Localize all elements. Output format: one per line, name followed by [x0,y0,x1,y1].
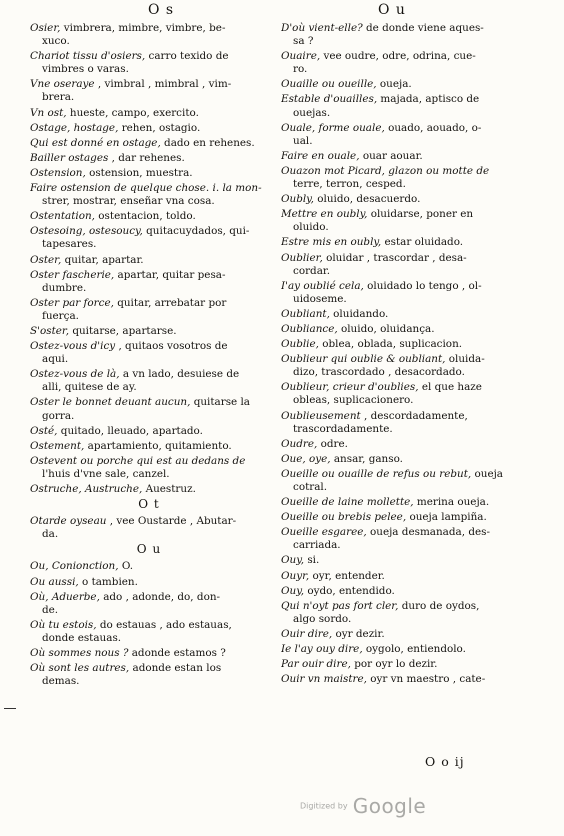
headword: Oudre, [281,437,318,450]
right-running-head: O u [378,2,406,18]
headword: Oublieusement [281,409,361,422]
left-running-head: O s [148,2,175,18]
definition: oluido, oluidança. [337,322,435,335]
definition: de donde viene aques- [362,22,484,34]
catchword: O o ij [425,754,465,769]
definition: carro texido de [145,50,229,63]
definition: oydo, entendido. [304,584,395,597]
dictionary-entry [281,673,539,686]
dictionary-entry [281,585,539,598]
definition-continuation: gorra. [42,409,75,422]
headword: Oue, oye, [281,452,331,465]
headword: Faire ostension de quelque chose. i. la mon- [30,182,262,195]
definition-continuation: ouejas. [293,106,331,119]
dictionary-entry [30,515,268,541]
headword: Chariot tissu d'osiers, [30,50,146,63]
definition: ansar, ganso. [330,452,403,465]
definition: oueja lampiña. [406,511,487,524]
headword: Oublie, [281,338,319,351]
headword: S'oster, [30,324,70,337]
definition-continuation: carriada. [293,539,341,552]
headword: Ostement, [30,439,85,452]
headword: Ou, Conionction, [30,560,119,573]
dictionary-entry [281,628,539,641]
definition: oluidarse, poner en [367,208,474,221]
definition: , vimbral , mimbral , vim- [94,78,232,91]
definition: quitar, apartar. [61,253,144,266]
definition: adonde estamos ? [128,647,226,660]
headword: Oster par force, [30,296,114,309]
headword: Estable d'ouailles, [281,93,378,106]
definition: adonde estan los [129,662,222,675]
dictionary-entry [30,396,268,422]
dictionary-entry [30,22,268,48]
headword: Ostesoing, ostesoucy, [30,225,143,238]
dictionary-entry [30,325,268,338]
headword: Ouaille ou oueille, [281,78,377,91]
headword: Mettre en oubly, [281,208,368,221]
definition: apartar, quitar pesa- [114,268,226,281]
dictionary-entry [30,182,268,208]
dictionary-entry [281,122,539,148]
headword: Oubliant, [281,307,330,320]
definition: oygolo, entiendolo. [362,643,466,656]
definition-continuation: demas. [42,675,80,688]
left-column [30,22,268,746]
definition: do estauas , ado estauas, [96,618,232,631]
headword: Faire en ouale, [281,149,360,162]
dictionary-entry [281,554,539,567]
definition: odre. [317,437,348,450]
headword: Oublieur, crieur d'oublies, [281,381,419,394]
definition: ostentacion, toldo. [95,210,196,223]
headword: Ostruche, Austruche, [30,483,143,495]
definition: a vn lado, desuiese de [119,368,240,381]
headword: Oueille de laine mollette, [281,496,414,509]
definition-continuation: strer, mostrar, enseñar vna cosa. [42,195,215,208]
dictionary-entry [30,152,268,165]
dictionary-entry [30,167,268,180]
dictionary-entry [30,122,268,135]
definition: oyr, entender. [309,569,385,582]
dictionary-entry [281,22,539,48]
dictionary-entry [281,570,539,583]
dictionary-entry [281,323,539,336]
definition-continuation: terre, terron, cesped. [293,178,406,191]
dictionary-entry [30,254,268,267]
dictionary-entry [281,381,539,407]
watermark-small-text: Digitized by [300,801,348,811]
definition: ouar aouar. [359,149,423,162]
definition: oueja desmanada, des- [366,526,490,539]
definition: apartamiento, quitamiento. [84,439,232,452]
headword: Où sommes nous ? [30,647,129,660]
headword: Oster le bonnet deuant aucun, [30,396,191,409]
definition: ado , adonde, do, don- [99,590,221,603]
headword: Qui est donné en ostage, [30,136,161,149]
dictionary-entry [30,210,268,223]
dictionary-entry [281,236,539,249]
dictionary-entry [281,410,539,436]
definition: , quitaos vosotros de [115,340,228,353]
definition-continuation: brera. [42,91,75,104]
dictionary-entry [281,496,539,509]
definition: merina oueja. [413,496,490,509]
dictionary-entry [281,165,539,191]
dictionary-entry [281,438,539,451]
headword: Par ouir dire, [281,658,351,671]
definition: el que haze [418,381,482,394]
definition-continuation: alli, quitese de ay. [42,381,137,394]
dictionary-entry [281,150,539,163]
definition: vimbrera, mimbre, vimbre, be- [60,22,226,34]
section-heading-ot: O t [138,497,160,512]
headword: Oubliance, [281,322,338,335]
dictionary-entry [281,252,539,278]
definition: oblea, oblada, suplicacion. [318,338,463,351]
headword: Bailler ostages [30,151,109,164]
left-entries-ot [30,515,268,541]
definition-continuation: tapesares. [42,238,97,251]
headword: Ostage, hostage, [30,121,119,134]
dictionary-entry [281,526,539,552]
headword: Ouir dire, [281,627,333,640]
definition: O. [118,560,134,573]
definition-continuation: algo sordo. [293,612,352,625]
definition-continuation: dizo, trascordado , desacordado. [293,366,465,379]
dictionary-entry [30,50,268,76]
dictionary-entry [281,193,539,206]
definition: quitacuydados, qui- [142,225,250,238]
dictionary-entry [30,107,268,120]
headword: Oster fascherie, [30,268,115,281]
definition-continuation: da. [42,528,59,541]
dictionary-entry [281,453,539,466]
dictionary-entry [281,308,539,321]
definition-continuation: l'huis d'vne sale, canzel. [42,467,170,480]
headword: Ostevent ou porche qui est au dedans de [30,454,246,467]
definition-continuation: vimbres o varas. [42,63,129,76]
headword: I'ay oublié cela, [281,279,364,292]
headword: Où, Aduerbe, [30,590,100,603]
definition-continuation: trascordadamente. [293,422,393,435]
headword: Ostez-vous de là, [30,368,120,381]
definition-continuation: uidoseme. [293,292,347,305]
dictionary-entry [30,137,268,150]
definition: , dar rehenes. [108,151,185,164]
dictionary-entry [30,591,268,617]
definition-continuation: dumbre. [42,281,87,294]
dictionary-entry [30,647,268,660]
definition-continuation: cotral. [293,481,328,493]
definition: quitarse, apartarse. [69,324,177,337]
dictionary-entry [281,468,539,494]
definition: oueja [471,467,504,480]
headword: Ouy, [281,584,305,597]
definition-continuation: oluido. [293,221,329,234]
headword: Ouaire, [281,50,321,63]
dictionary-entry [30,662,268,688]
right-column [281,22,539,746]
dictionary-entry [281,511,539,524]
margin-mark [4,708,16,709]
definition: ostension, muestra. [85,166,193,179]
definition: majada, aptisco de [377,93,480,106]
definition: oluidando. [329,307,389,320]
dictionary-entry [30,78,268,104]
dictionary-entry [30,269,268,295]
headword: Oueille ou brebis pelee, [281,511,407,524]
headword: Où tu estois, [30,618,97,631]
section-heading-ou: O u [136,542,162,557]
definition: oluido, desacuerdo. [313,193,421,206]
dictionary-entry [281,600,539,626]
left-entries-ou [30,560,268,688]
definition: quitar, arrebatar por [113,296,227,309]
headword: Vn ost, [30,106,67,119]
dictionary-entry [30,440,268,453]
dictionary-entry [281,353,539,379]
right-entries [281,22,539,686]
headword: Ouir vn maistre, [281,673,367,686]
dictionary-entry [281,280,539,306]
definition: si. [304,554,320,567]
definition-continuation: de. [42,603,59,616]
definition: o tambien. [78,575,138,588]
definition-continuation: fuerça. [42,309,79,322]
definition-continuation: ro. [293,63,308,76]
definition: duro de oydos, [398,599,480,612]
headword: Osté, [30,424,58,437]
dictionary-entry [30,455,268,481]
headword: Oubly, [281,193,314,206]
headword: Ie l'ay ouy dire, [281,643,363,656]
definition-continuation: ual. [293,134,313,147]
dictionary-entry [30,560,268,573]
headword: Ouy, [281,554,305,567]
dictionary-entry [30,225,268,251]
dictionary-entry [30,576,268,589]
headword: Otarde oyseau [30,515,107,528]
definition: Auestruz. [142,483,196,495]
headword: Ouale, forme ouale, [281,121,385,134]
definition: , descordadamente, [360,409,468,422]
definition: vee oudre, odre, odrina, cue- [320,50,476,63]
dictionary-entry [281,208,539,234]
definition-continuation: donde estauas. [42,631,122,644]
digitized-watermark [300,794,440,818]
definition-continuation: cordar. [293,264,331,277]
headword: D'où vient-elle? [281,22,363,34]
definition: dado en rehenes. [160,136,255,149]
headword: Qui n'oyt pas fort cler, [281,599,399,612]
dictionary-entry [281,643,539,656]
definition: quitado, lleuado, apartado. [57,424,203,437]
definition: oyr vn maestro , cate- [366,673,486,686]
headword: Où sont les autres, [30,662,130,675]
definition-continuation: aqui. [42,353,69,366]
dictionary-entry [30,619,268,645]
headword: Ostension, [30,166,86,179]
definition: oluidado lo tengo , ol- [363,279,482,292]
headword: Oublier, [281,251,323,264]
dictionary-entry [281,50,539,76]
dictionary-entry [30,368,268,394]
headword: Osier, [30,22,61,34]
headword: Ostentation, [30,210,95,223]
headword: Ostez-vous d'icy [30,340,116,353]
definition: oluidar , trascordar , desa- [322,251,467,264]
left-entries [30,22,268,496]
definition: quitarse la [190,396,250,409]
headword: Ouazon mot Picard, glazon ou motte de [281,164,490,177]
definition: estar oluidado. [381,236,464,249]
headword: Oueille esgaree, [281,526,367,539]
headword: Oster, [30,253,62,266]
definition: rehen, ostagio. [118,121,201,134]
dictionary-entry [281,93,539,119]
google-logo-text: Google [352,794,427,818]
headword: Ouyr, [281,569,310,582]
dictionary-entry [30,483,268,496]
definition: hueste, campo, exercito. [66,106,199,119]
dictionary-entry [30,425,268,438]
dictionary-entry [281,78,539,91]
definition-continuation: obleas, suplicacionero. [293,394,414,407]
definition: ouado, aouado, o- [384,121,482,134]
headword: Oublieur qui oublie & oubliant, [281,353,446,366]
definition: oyr dezir. [332,627,385,640]
dictionary-entry [281,658,539,671]
headword: Vne oseraye [30,78,95,91]
headword: Estre mis en oubly, [281,236,382,249]
definition: por oyr lo dezir. [350,658,438,671]
dictionary-entry [30,297,268,323]
definition-continuation: sa ? [293,35,314,48]
headword: Oueille ou ouaille de refus ou rebut, [281,467,472,480]
definition: , vee Oustarde , Abutar- [106,515,237,528]
definition: oueja. [376,78,412,91]
definition: oluida- [445,353,485,366]
dictionary-entry [30,340,268,366]
dictionary-entry [281,338,539,351]
definition-continuation: xuco. [42,35,70,48]
headword: Ou aussi, [30,575,79,588]
